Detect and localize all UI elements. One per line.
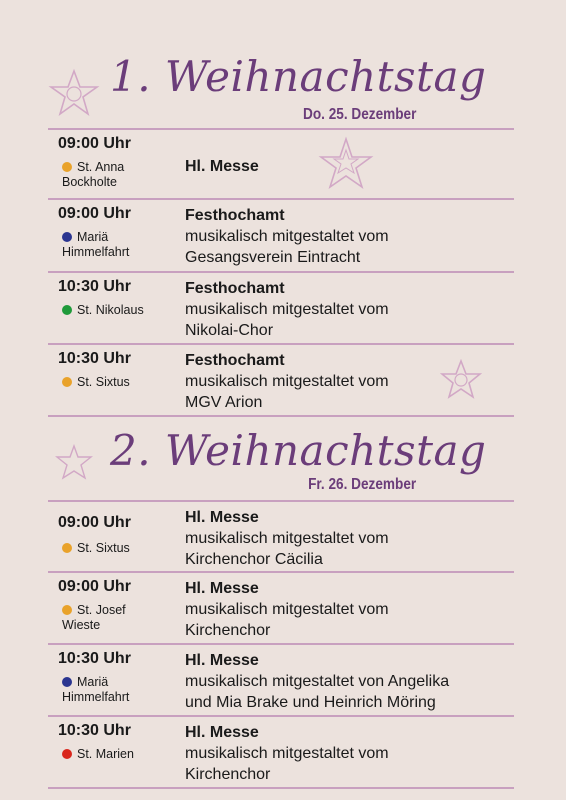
service-time: 10:30 Uhr: [58, 278, 131, 295]
location-dot: [62, 232, 72, 242]
service-note: musikalisch mitgestaltet vom: [185, 745, 389, 762]
church-location: [62, 747, 182, 762]
service-note: Kirchenchor Cäcilia: [185, 551, 323, 568]
service-note: musikalisch mitgestaltet vom: [185, 373, 389, 390]
service-note: musikalisch mitgestaltet vom: [185, 228, 389, 245]
service-details: [185, 650, 515, 713]
church-name-line2: Bockholte: [62, 175, 117, 189]
service-note: musikalisch mitgestaltet vom: [185, 601, 389, 618]
section-title: 1. Weihnachtstag: [110, 52, 487, 101]
location-dot: [62, 605, 72, 615]
location-dot: [62, 749, 72, 759]
church-name: St. Josef: [77, 603, 126, 617]
church-location: [62, 160, 182, 190]
church-location: [62, 603, 182, 633]
service-note: und Mia Brake und Heinrich Möring: [185, 694, 436, 711]
section-date: Fr. 26. Dezember: [307, 476, 416, 493]
church-location: [62, 375, 182, 390]
schedule-row: [48, 199, 514, 271]
schedule-row: [48, 344, 514, 414]
service-details: [185, 578, 515, 641]
church-name: St. Marien: [77, 747, 134, 761]
service-time: 09:00 Uhr: [58, 205, 131, 222]
church-name-line2: Himmelfahrt: [62, 690, 130, 704]
schedule-row: [48, 129, 514, 197]
service-details: [185, 205, 515, 268]
service-title: Hl. Messe: [185, 652, 259, 669]
church-name: St. Sixtus: [77, 375, 130, 389]
divider: [48, 787, 514, 789]
service-title: Festhochamt: [185, 207, 285, 224]
service-details: [185, 722, 515, 785]
service-details: [185, 278, 515, 341]
service-details: [185, 507, 515, 570]
service-details: [185, 156, 515, 177]
service-title: Hl. Messe: [185, 724, 259, 741]
church-name: St. Nikolaus: [77, 303, 144, 317]
service-title: Festhochamt: [185, 352, 285, 369]
service-time: 09:00 Uhr: [58, 514, 131, 531]
service-details: [185, 350, 515, 413]
service-title: Festhochamt: [185, 280, 285, 297]
church-name: Mariä: [77, 675, 109, 689]
church-location: [62, 303, 182, 318]
service-note: musikalisch mitgestaltet vom: [185, 301, 389, 318]
schedule-row: [48, 716, 514, 786]
service-time: 10:30 Uhr: [58, 650, 131, 667]
church-name: St. Sixtus: [77, 541, 130, 555]
service-time: 10:30 Uhr: [58, 722, 131, 739]
location-dot: [62, 305, 72, 315]
section-title: 2. Weihnachtstag: [110, 426, 487, 475]
divider: [48, 415, 514, 417]
service-title: Hl. Messe: [185, 158, 259, 175]
service-time: 09:00 Uhr: [58, 135, 131, 152]
service-note: Kirchenchor: [185, 622, 271, 639]
section-heading: [0, 420, 566, 500]
service-note: Kirchenchor: [185, 766, 271, 783]
church-name: Mariä: [77, 230, 109, 244]
church-location: [62, 230, 182, 260]
section-heading: [0, 52, 566, 132]
schedule-row: [48, 272, 514, 342]
church-name: St. Anna: [77, 160, 125, 174]
schedule-row: [48, 644, 514, 714]
service-time: 09:00 Uhr: [58, 578, 131, 595]
location-dot: [62, 162, 72, 172]
church-location: [62, 675, 182, 705]
service-time: 10:30 Uhr: [58, 350, 131, 367]
service-note: MGV Arion: [185, 394, 263, 411]
schedule-row: [48, 501, 514, 571]
service-note: Nikolai-Chor: [185, 322, 274, 339]
service-note: musikalisch mitgestaltet vom: [185, 530, 389, 547]
location-dot: [62, 543, 72, 553]
service-title: Hl. Messe: [185, 509, 259, 526]
service-note: musikalisch mitgestaltet von Angelika: [185, 673, 450, 690]
church-name-line2: Wieste: [62, 618, 101, 632]
location-dot: [62, 677, 72, 687]
service-title: Hl. Messe: [185, 580, 259, 597]
church-name-line2: Himmelfahrt: [62, 245, 130, 259]
church-location: [62, 541, 182, 556]
location-dot: [62, 377, 72, 387]
service-note: Gesangsverein Eintracht: [185, 249, 361, 266]
section-date: Do. 25. Dezember: [302, 106, 416, 123]
schedule-row: [48, 572, 514, 642]
